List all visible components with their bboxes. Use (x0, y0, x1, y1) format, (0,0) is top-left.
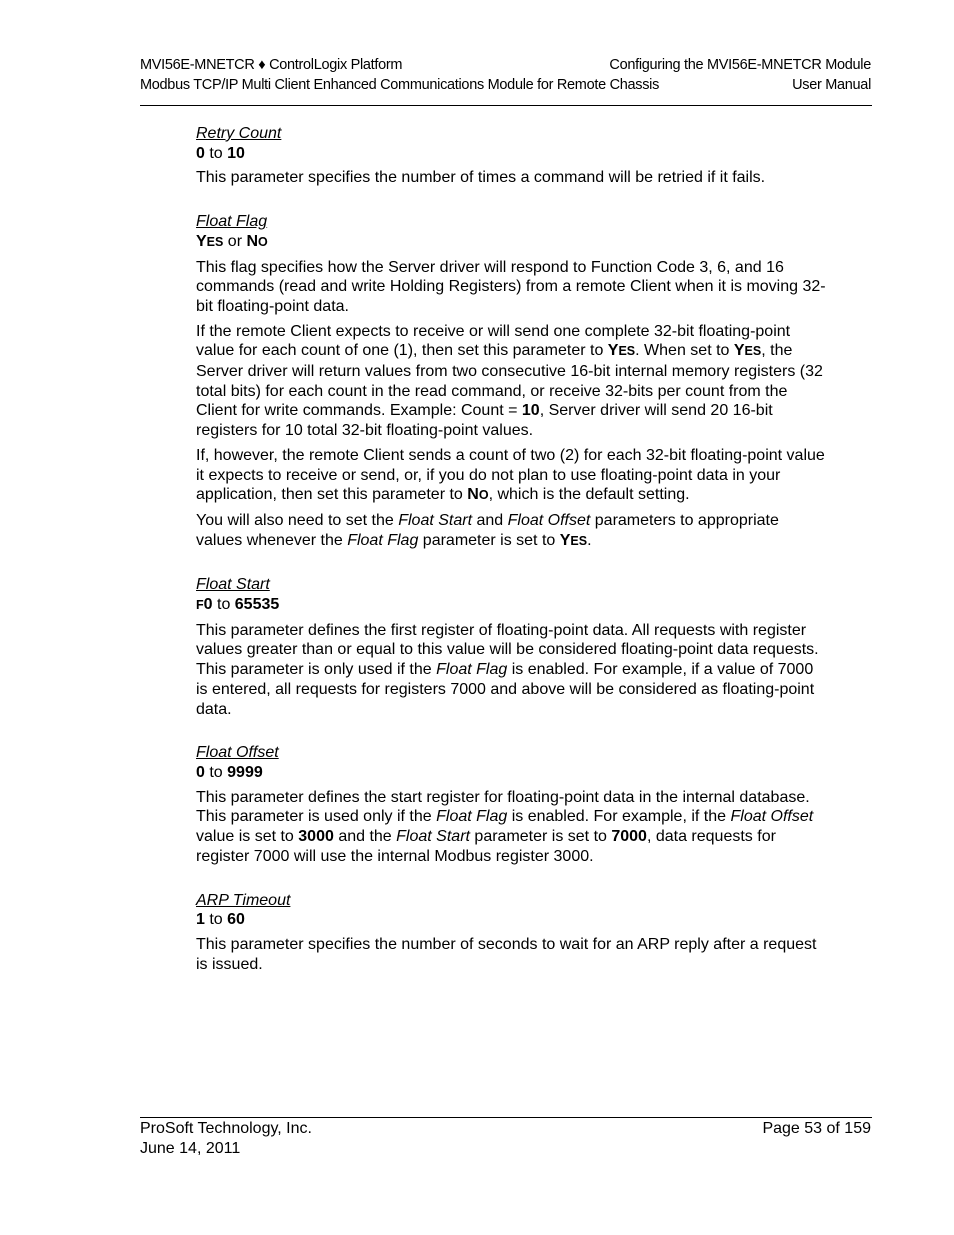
section-title-float-flag: Float Flag (196, 213, 268, 231)
header-product: MVI56E-MNETCR ♦ ControlLogix Platform (140, 57, 403, 73)
section-title-arp-timeout: ARP Timeout (196, 891, 291, 909)
desc-float-start: This parameter defines the first register of floating-point data. All requests with register values greater than or equal to this value will be considered floating-point data requests. This parameter is only used if the Float Flag is enabled. For example, if a value of 7000 is entered, all requests for registers 7000 and above will be considered as floating-point data. (196, 621, 819, 718)
header-doc-type: User Manual (792, 76, 871, 93)
range-float-flag: YES or NO (196, 232, 268, 250)
section-title-float-offset: Float Offset (196, 744, 279, 762)
section-title-float-start: Float Start (196, 576, 270, 594)
header-module-desc: Modbus TCP/IP Multi Client Enhanced Communications Module for Remote Chassis (140, 76, 660, 93)
desc-float-flag-2: If the remote Client expects to receive or will send one complete 32-bit floating-point value for each count of one (1), then set this parameter to YES. When set to YES, the Server driver will return values from two consecutive 16-bit internal memory registers (32 total bits) for each count in the read command, or receive 32-bits per count from the Client for write commands. Example: Count = 10, Server driver will send 20 16-bit registers for 10 total 32-bit floating-point values. (196, 322, 823, 440)
footer-divider (140, 1117, 872, 1118)
range-float-offset: 0 to 9999 (196, 763, 263, 781)
header-divider (140, 105, 872, 106)
footer-company: ProSoft Technology, Inc. (140, 1120, 312, 1137)
page-footer (140, 1119, 871, 1158)
header-chapter: Configuring the MVI56E-MNETCR Module (609, 57, 871, 73)
range-float-start: F0 to 65535 (196, 596, 280, 614)
page-header (140, 56, 871, 100)
range-retry-count: 0 to 10 (196, 144, 245, 162)
page-body (196, 124, 826, 974)
desc-float-offset: This parameter defines the start register for floating-point data in the internal database. This parameter is used only if the Float Flag is enabled. For example, if the Float Offset value is set to 3000 and the Float Start parameter is set to 7000, data requests for register 7000 will use the internal Modbus register 3000. (196, 788, 814, 865)
desc-retry-count: This parameter specifies the number of times a command will be retried if it fails. (196, 169, 766, 187)
desc-float-flag-1: This flag specifies how the Server driver will respond to Function Code 3, 6, and 16 commands (read and write Holding Registers) from a remote Client when it is moving 32-bit floating-point data. (196, 258, 826, 315)
desc-arp-timeout: This parameter specifies the number of seconds to wait for an ARP reply after a request is issued. (196, 935, 817, 973)
desc-float-flag-3: If, however, the remote Client sends a count of two (2) for each 32-bit floating-point value it expects to receive or send, or, if you do not plan to use floating-point data in your application, then set this parameter to NO, which is the default setting. (196, 446, 825, 504)
desc-float-flag-4: You will also need to set the Float Start and Float Offset parameters to appropriate values whenever the Float Flag parameter is set to YES. (196, 511, 779, 549)
section-title-retry-count: Retry Count (196, 125, 282, 142)
footer-page-number: Page 53 of 159 (762, 1120, 871, 1137)
range-arp-timeout: 1 to 60 (196, 911, 245, 929)
footer-date: June 14, 2011 (140, 1139, 241, 1157)
